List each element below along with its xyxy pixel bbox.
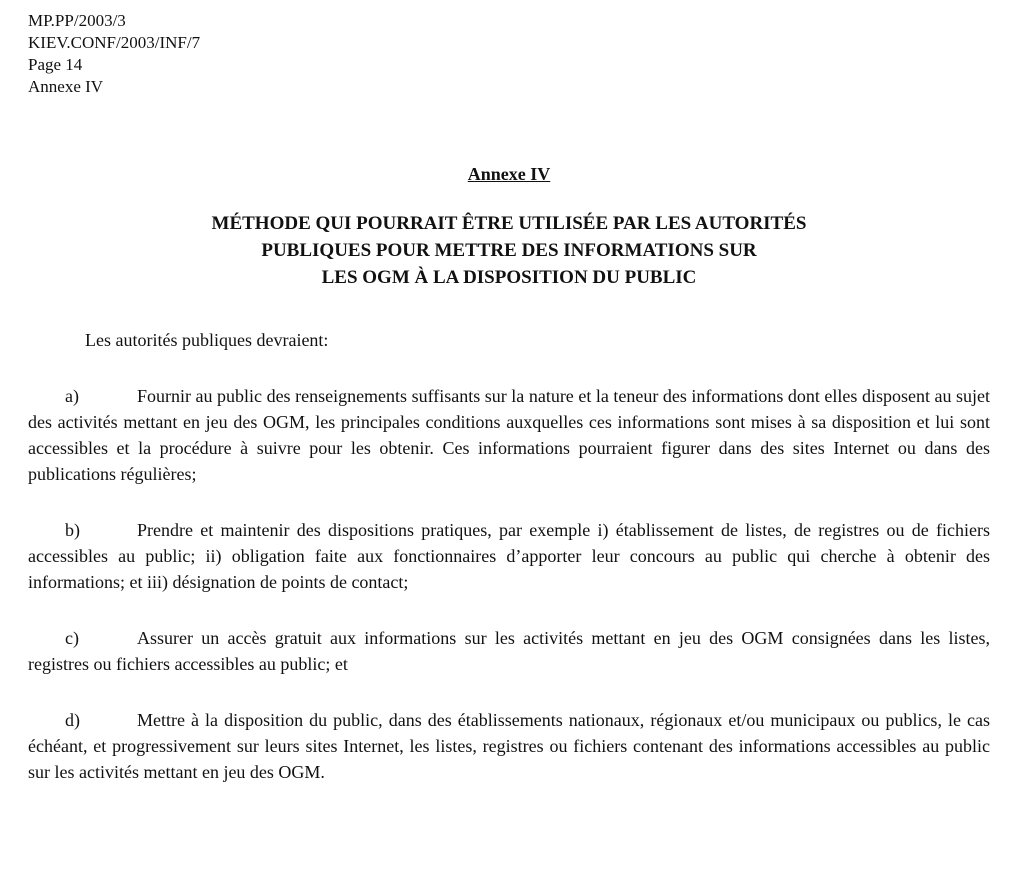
title-line-1: MÉTHODE QUI POURRAIT ÊTRE UTILISÉE PAR LES AUTORITÉS bbox=[211, 213, 807, 234]
paragraph-a-label: a) bbox=[65, 386, 79, 406]
paragraph-b-label: b) bbox=[65, 520, 80, 540]
paragraph-d-text: Mettre à la disposition du public, dans des établissements nationaux, régionaux et/ou municipaux ou publics, le cas échéant, et progressivement sur leurs sites Internet, les listes, registres ou fichiers contenant des informations accessibles au public sur les activités mettant en jeu des OGM. bbox=[28, 710, 990, 782]
paragraph-a bbox=[28, 383, 990, 487]
document-header bbox=[28, 10, 990, 98]
paragraph-a-text: Fournir au public des renseignements suffisants sur la nature et la teneur des informations dont elles disposent au sujet des activités mettant en jeu des OGM, les principales conditions auxquelles ces informations sont mises à sa disposition et lui sont accessibles et la procédure à suivre pour les obtenir. Ces informations pourraient figurer dans des sites Internet ou dans des publications régulières; bbox=[28, 386, 990, 484]
paragraph-c-text: Assurer un accès gratuit aux informations sur les activités mettant en jeu des OGM consignées dans les listes, registres ou fichiers accessibles au public; et bbox=[28, 628, 990, 674]
page-number-line: Page 14 bbox=[28, 55, 83, 74]
doc-symbol-line-1: MP.PP/2003/3 bbox=[28, 11, 126, 30]
paragraph-b bbox=[28, 517, 990, 595]
paragraph-d bbox=[28, 707, 990, 785]
title-line-2: PUBLIQUES POUR METTRE DES INFORMATIONS SUR bbox=[261, 240, 757, 261]
paragraph-c bbox=[28, 625, 990, 677]
paragraph-b-text: Prendre et maintenir des dispositions pratiques, par exemple i) établissement de listes, de registres ou de fichiers accessibles au public; ii) obligation faite aux fonctionnaires d’apporter leur concours au public qui cherche à obtenir des informations; et iii) désignation de points de contact; bbox=[28, 520, 990, 592]
intro-paragraph: Les autorités publiques devraient: bbox=[85, 330, 329, 350]
annex-heading: Annexe IV bbox=[467, 164, 551, 184]
doc-symbol-line-2: KIEV.CONF/2003/INF/7 bbox=[28, 33, 201, 52]
paragraph-d-label: d) bbox=[65, 710, 80, 730]
document-title bbox=[28, 210, 990, 291]
paragraph-c-label: c) bbox=[65, 628, 79, 648]
annex-reference-line: Annexe IV bbox=[28, 77, 104, 96]
title-line-3: LES OGM À LA DISPOSITION DU PUBLIC bbox=[321, 267, 697, 288]
